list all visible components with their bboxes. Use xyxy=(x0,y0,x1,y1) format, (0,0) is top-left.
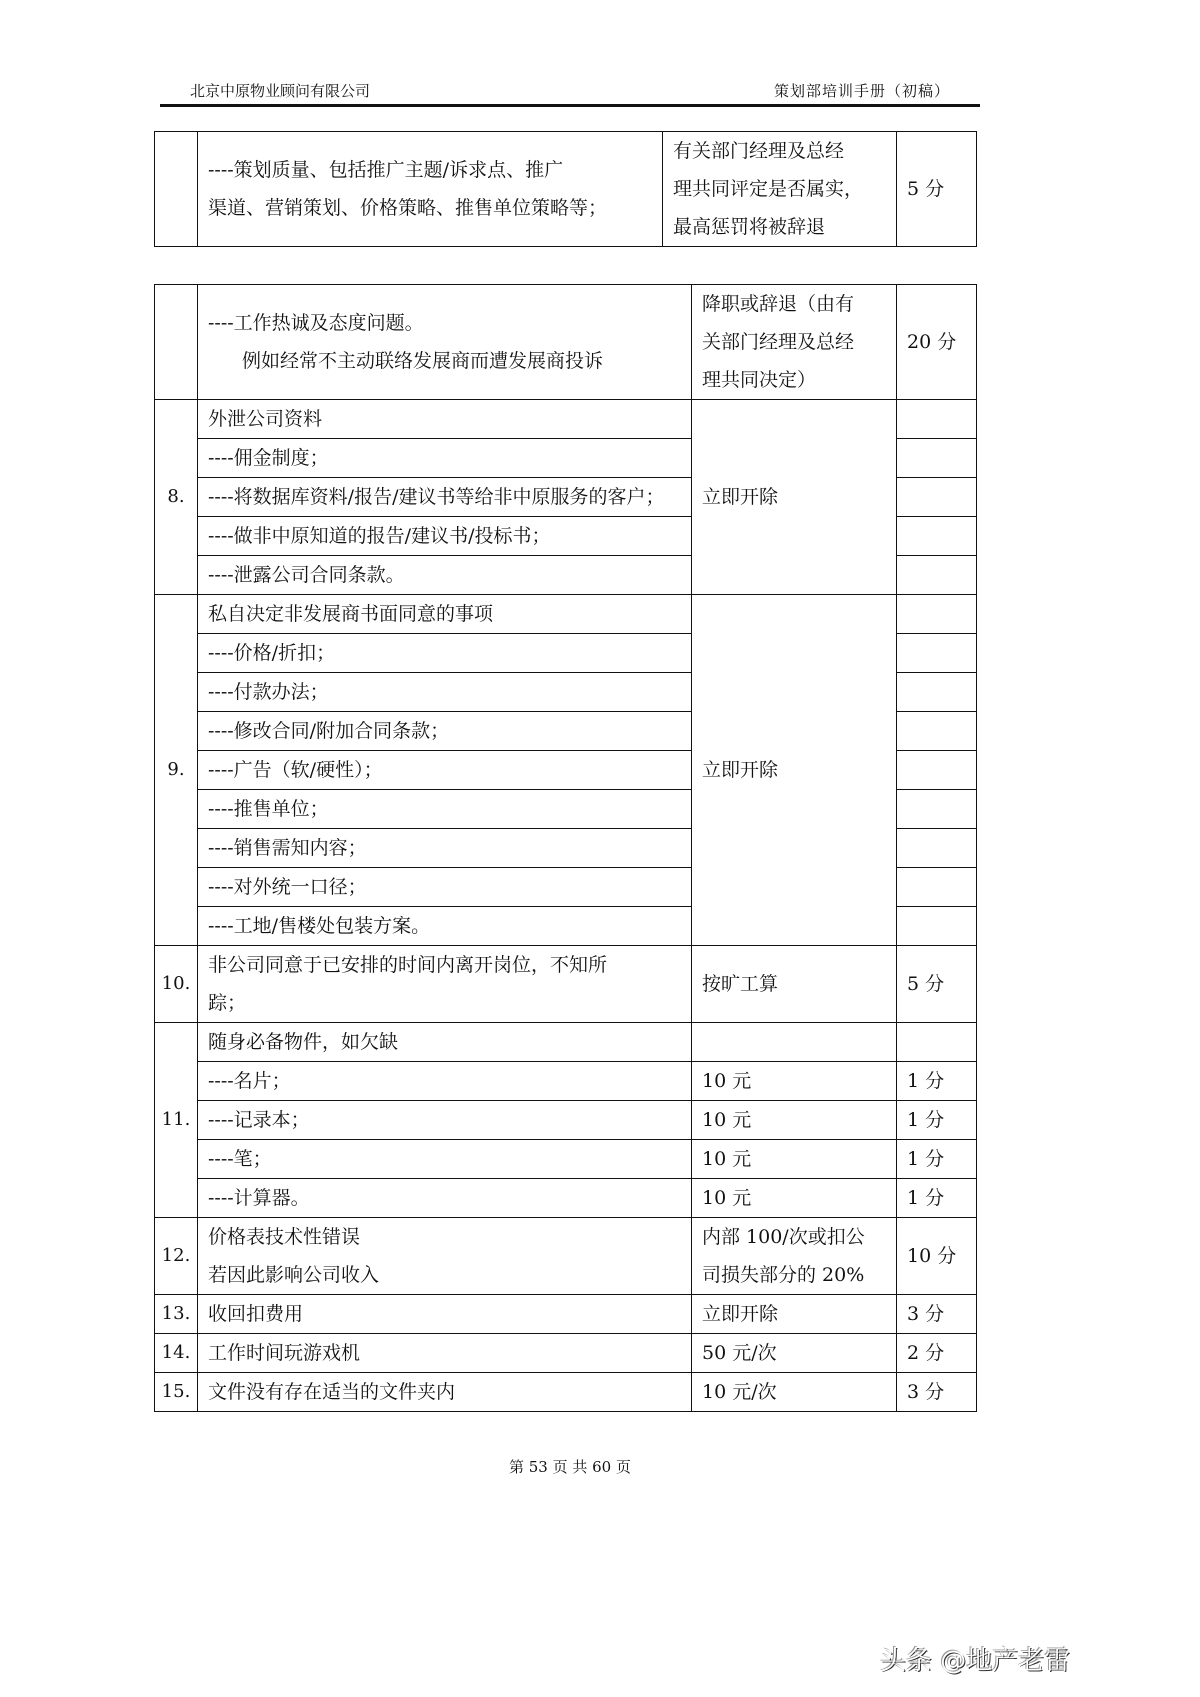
item-cell: ----名片； xyxy=(198,1062,692,1101)
item-cell: ----计算器。 xyxy=(198,1179,692,1218)
points-cell: 5 分 xyxy=(897,946,977,1023)
item-cell: ----泄露公司合同条款。 xyxy=(198,556,692,595)
penalty-cell: 立即开除 xyxy=(692,400,897,595)
points-cell xyxy=(897,1023,977,1062)
row-number xyxy=(155,285,198,400)
item-cell: 非公司同意于已安排的时间内离开岗位，不知所 踪； xyxy=(198,946,692,1023)
item-cell: ----价格/折扣； xyxy=(198,634,692,673)
points-cell: 5 分 xyxy=(897,132,977,247)
table-row xyxy=(155,1062,977,1101)
points-cell xyxy=(897,790,977,829)
table-row xyxy=(155,1295,977,1334)
row-number: 14. xyxy=(155,1334,198,1373)
penalty-cell xyxy=(692,1023,897,1062)
points-cell: 20 分 xyxy=(897,285,977,400)
company-name: 北京中原物业顾问有限公司 xyxy=(190,82,371,100)
item-cell: 随身必备物件，如欠缺 xyxy=(198,1023,692,1062)
item-cell: ----广告（软/硬性）； xyxy=(198,751,692,790)
table-row xyxy=(155,400,977,439)
penalty-cell: 降职或辞退（由有 关部门经理及总经 理共同决定） xyxy=(692,285,897,400)
row-number: 8. xyxy=(155,400,198,595)
item-cell: ----策划质量、包括推广主题/诉求点、推广 渠道、营销策划、价格策略、推售单位策略等； xyxy=(198,132,663,247)
item-cell: ----笔； xyxy=(198,1140,692,1179)
table-row xyxy=(155,1023,977,1062)
points-cell xyxy=(897,712,977,751)
item-cell: ----修改合同/附加合同条款； xyxy=(198,712,692,751)
points-cell xyxy=(897,478,977,517)
row-number: 11. xyxy=(155,1023,198,1218)
table-row xyxy=(155,132,977,247)
points-cell: 3 分 xyxy=(897,1373,977,1412)
points-cell xyxy=(897,634,977,673)
penalty-cell: 立即开除 xyxy=(692,1295,897,1334)
item-cell: ----做非中原知道的报告/建议书/投标书； xyxy=(198,517,692,556)
row-number xyxy=(155,132,198,247)
page-header xyxy=(160,78,980,107)
item-cell: ----将数据库资料/报告/建议书等给非中原服务的客户； xyxy=(198,478,692,517)
item-cell: ----销售需知内容； xyxy=(198,829,692,868)
points-cell xyxy=(897,439,977,478)
table-row xyxy=(155,595,977,634)
points-cell xyxy=(897,907,977,946)
penalty-cell: 50 元/次 xyxy=(692,1334,897,1373)
penalty-cell: 立即开除 xyxy=(692,595,897,946)
points-cell: 1 分 xyxy=(897,1062,977,1101)
row-number: 10. xyxy=(155,946,198,1023)
table-row xyxy=(155,946,977,1023)
penalty-cell: 按旷工算 xyxy=(692,946,897,1023)
points-cell xyxy=(897,517,977,556)
item-cell: ----工地/售楼处包装方案。 xyxy=(198,907,692,946)
item-cell: ----佣金制度； xyxy=(198,439,692,478)
penalty-cell: 10 元 xyxy=(692,1062,897,1101)
watermark: 头条 @地产老雷 xyxy=(880,1646,1071,1676)
penalty-cell: 10 元 xyxy=(692,1179,897,1218)
item-cell: ----工作热诚及态度问题。 例如经常不主动联络发展商而遭发展商投诉 xyxy=(198,285,692,400)
item-cell: 外泄公司资料 xyxy=(198,400,692,439)
item-cell: 价格表技术性错误 若因此影响公司收入 xyxy=(198,1218,692,1295)
penalty-table xyxy=(154,284,977,1412)
page-number: 第 53 页 共 60 页 xyxy=(508,1458,631,1476)
penalty-cell: 有关部门经理及总经 理共同评定是否属实， 最高惩罚将被辞退 xyxy=(663,132,897,247)
item-cell: 收回扣费用 xyxy=(198,1295,692,1334)
penalty-cell: 内部 100/次或扣公 司损失部分的 20% xyxy=(692,1218,897,1295)
table-row xyxy=(155,1334,977,1373)
points-cell: 2 分 xyxy=(897,1334,977,1373)
item-cell: 私自决定非发展商书面同意的事项 xyxy=(198,595,692,634)
points-cell: 10 分 xyxy=(897,1218,977,1295)
table-row xyxy=(155,285,977,400)
row-number: 15. xyxy=(155,1373,198,1412)
item-cell: ----记录本； xyxy=(198,1101,692,1140)
points-cell xyxy=(897,829,977,868)
table-row xyxy=(155,1101,977,1140)
points-cell xyxy=(897,400,977,439)
item-cell: ----推售单位； xyxy=(198,790,692,829)
points-cell: 3 分 xyxy=(897,1295,977,1334)
row-number: 12. xyxy=(155,1218,198,1295)
penalty-cell: 10 元/次 xyxy=(692,1373,897,1412)
points-cell: 1 分 xyxy=(897,1179,977,1218)
row-number: 13. xyxy=(155,1295,198,1334)
table-row xyxy=(155,1140,977,1179)
item-cell: ----对外统一口径； xyxy=(198,868,692,907)
points-cell: 1 分 xyxy=(897,1101,977,1140)
points-cell xyxy=(897,595,977,634)
points-cell xyxy=(897,868,977,907)
table-row xyxy=(155,1179,977,1218)
points-cell xyxy=(897,556,977,595)
item-cell: 工作时间玩游戏机 xyxy=(198,1334,692,1373)
row-number: 9. xyxy=(155,595,198,946)
item-cell: 文件没有存在适当的文件夹内 xyxy=(198,1373,692,1412)
document-title: 策划部培训手册（初稿） xyxy=(773,82,950,100)
penalty-cell: 10 元 xyxy=(692,1140,897,1179)
penalty-table-continuation xyxy=(154,131,977,247)
points-cell xyxy=(897,751,977,790)
table-row xyxy=(155,1373,977,1412)
points-cell: 1 分 xyxy=(897,1140,977,1179)
item-cell: ----付款办法； xyxy=(198,673,692,712)
points-cell xyxy=(897,673,977,712)
table-row xyxy=(155,1218,977,1295)
penalty-cell: 10 元 xyxy=(692,1101,897,1140)
